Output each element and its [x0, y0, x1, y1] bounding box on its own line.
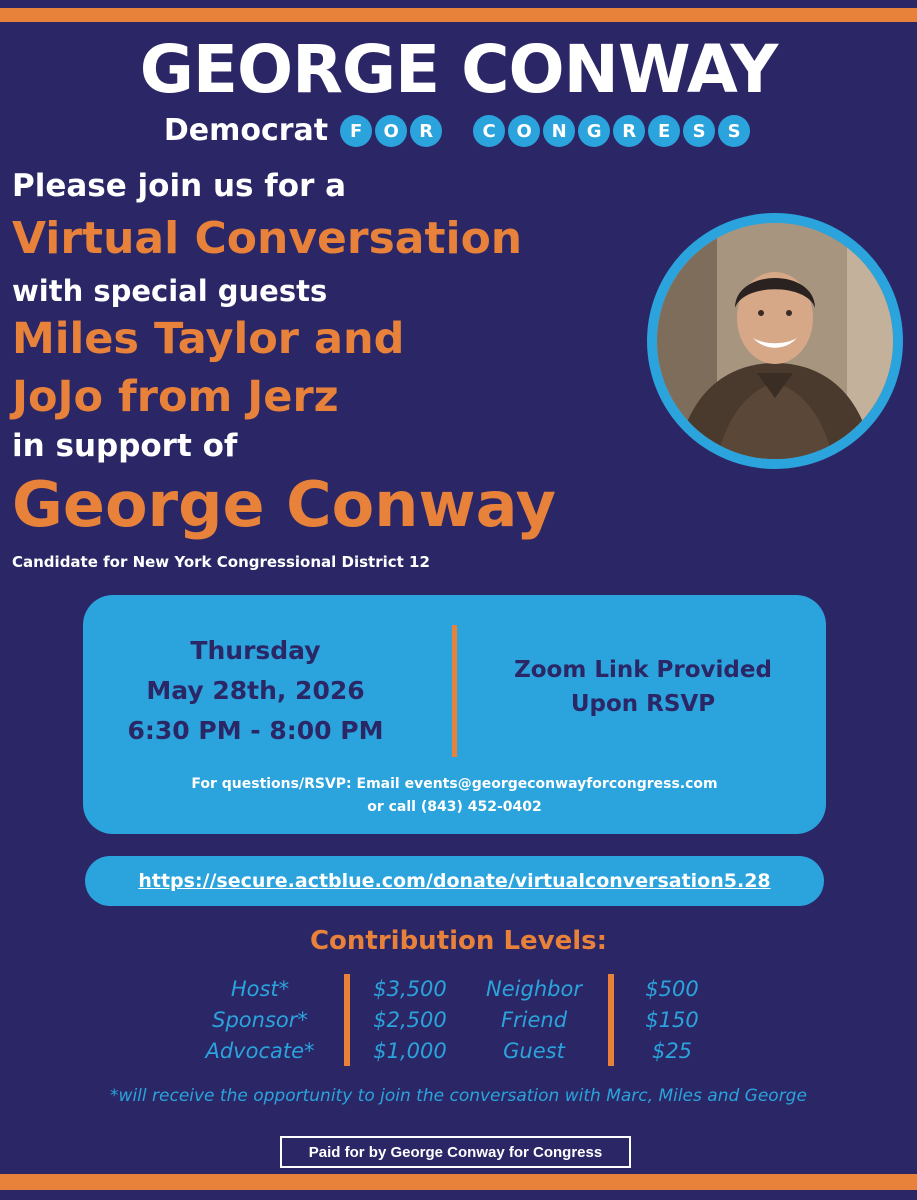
level-name: Host* [230, 977, 290, 1001]
tagline-letter-badge: C [473, 115, 505, 147]
level-name: Sponsor* [212, 1008, 308, 1032]
tagline-letter-badge: S [683, 115, 715, 147]
event-datetime [113, 631, 398, 751]
tagline-letter-badge: O [375, 115, 407, 147]
candidate-subtitle: Candidate for New York Congressional District 12 [12, 553, 430, 571]
event-name: Virtual Conversation [12, 213, 523, 264]
level-amount: $150 [645, 1008, 699, 1032]
level-names-col-1 [180, 974, 340, 1067]
party-label: Democrat [163, 113, 329, 148]
event-location [483, 653, 803, 721]
event-day: Thursday [190, 636, 321, 665]
tagline-letter-badge: S [718, 115, 750, 147]
tagline-letter-badge: R [613, 115, 645, 147]
bottom-border [0, 1172, 917, 1200]
tagline-letter-badge: F [340, 115, 372, 147]
bottom-orange-stripe [0, 1174, 917, 1190]
candidate-photo-frame [647, 213, 903, 469]
contribution-levels [0, 974, 917, 1070]
donate-link-pill [85, 856, 824, 906]
contribution-footnote: *will receive the opportunity to join the conversation with Marc, Miles and George [110, 1086, 807, 1106]
location-line-2: Upon RSVP [570, 691, 716, 717]
for-congress-badges [340, 115, 753, 147]
levels-divider-2 [608, 974, 614, 1066]
rsvp-contact [83, 773, 826, 819]
location-line-1: Zoom Link Provided [514, 657, 772, 683]
level-amount: $3,500 [373, 977, 447, 1001]
level-amounts-col-1 [360, 974, 460, 1067]
donate-link[interactable]: https://secure.actblue.com/donate/virtualconversation5.28 [138, 870, 771, 892]
tagline-letter-badge: E [648, 115, 680, 147]
level-amount: $2,500 [373, 1008, 447, 1032]
candidate-portrait-illustration [657, 223, 893, 459]
level-amount: $500 [645, 977, 699, 1001]
top-orange-stripe [0, 8, 917, 22]
contribution-title: Contribution Levels: [309, 926, 608, 956]
candidate-logo-subtitle [0, 111, 917, 151]
event-time: 6:30 PM - 8:00 PM [127, 716, 384, 745]
guests-intro: with special guests [12, 274, 328, 308]
support-line: in support of [12, 428, 238, 464]
level-name: Advocate* [205, 1039, 315, 1063]
paid-for-disclaimer: Paid for by George Conway for Congress [280, 1136, 631, 1168]
level-name: Friend [500, 1008, 568, 1032]
tagline-letter-badge: R [410, 115, 442, 147]
event-details-box [83, 595, 826, 834]
top-border [0, 0, 917, 22]
levels-divider-1 [344, 974, 350, 1066]
candidate-photo [657, 223, 893, 459]
rsvp-email-line: For questions/RSVP: Email events@georgeconwayforcongress.com [191, 776, 718, 792]
level-amount: $25 [651, 1039, 693, 1063]
tagline-letter-badge: G [578, 115, 610, 147]
level-amounts-col-2 [624, 974, 720, 1067]
level-name: Neighbor [486, 977, 582, 1001]
tagline-letter-badge: N [543, 115, 575, 147]
tagline-letter-badge: O [508, 115, 540, 147]
level-name: Guest [503, 1039, 565, 1063]
event-date: May 28th, 2026 [146, 676, 365, 705]
candidate-name: George Conway [12, 468, 556, 541]
rsvp-phone-line: or call (843) 452-0402 [367, 799, 542, 815]
level-names-col-2 [470, 974, 598, 1067]
candidate-logo-name: GEORGE CONWAY [139, 31, 778, 108]
intro-line: Please join us for a [12, 168, 347, 204]
level-amount: $1,000 [373, 1039, 447, 1063]
event-divider [452, 625, 457, 757]
guest-name-2: JoJo from Jerz [12, 372, 339, 422]
guest-name-1: Miles Taylor and [12, 314, 405, 364]
